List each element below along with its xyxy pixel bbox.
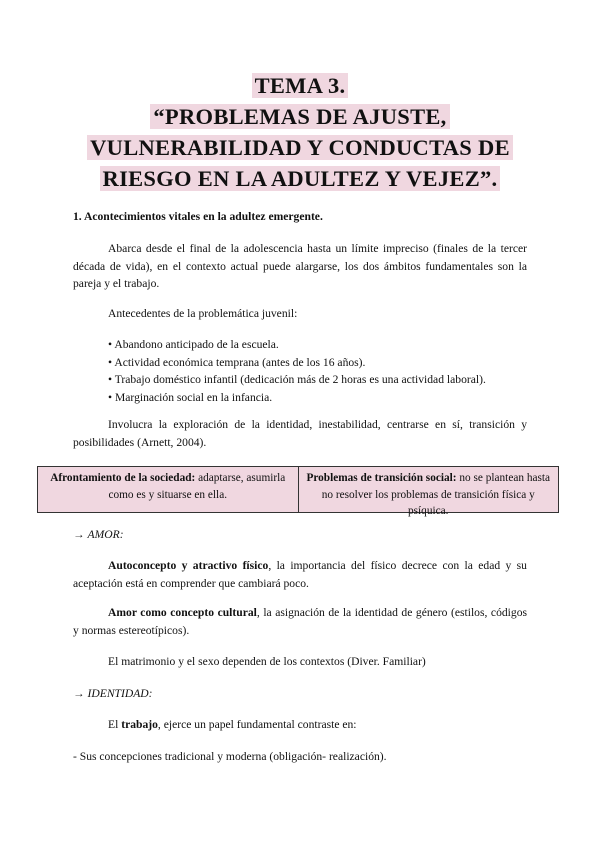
- antecedentes-label: Antecedentes de la problemática juvenil:: [108, 307, 298, 320]
- paragraph-matrimonio: El matrimonio y el sexo dependen de los contextos (Diver. Familiar): [108, 655, 426, 668]
- table-cell-problemas: Problemas de transición social: no se plantean hasta no resolver los problemas de transición física y psíquica.: [298, 467, 559, 512]
- title-line-3: VULNERABILIDAD Y CONDUCTAS DE: [0, 132, 600, 163]
- list-item: • Marginación social en la infancia.: [108, 390, 273, 404]
- arrow-icon: →: [73, 687, 88, 700]
- comparison-table: [37, 466, 559, 517]
- amor-heading: → AMOR:: [73, 528, 124, 541]
- antecedentes-list: [73, 336, 562, 406]
- identidad-heading: → IDENTIDAD:: [73, 687, 153, 700]
- list-item: • Actividad económica temprana (antes de los 16 años).: [108, 355, 366, 369]
- paragraph-concepciones: - Sus concepciones tradicional y moderna (obligación- realización).: [73, 750, 387, 763]
- title-line-2: “PROBLEMAS DE AJUSTE,: [0, 101, 600, 132]
- title-line-4: RIESGO EN LA ADULTEZ Y VEJEZ”.: [0, 163, 600, 194]
- paragraph-amor-cultural: Amor como concepto cultural, la asignación de la identidad de género (estilos, códigos y normas estereotípicos).: [73, 606, 527, 637]
- section-heading: 1. Acontecimientos vitales en la adultez emergente.: [73, 210, 323, 223]
- arrow-icon: →: [73, 528, 88, 541]
- paragraph-autoconcepto: Autoconcepto y atractivo físico, la importancia del físico decrece con la edad y su aceptación está en comprender que cambiará poco.: [73, 559, 527, 590]
- paragraph-abarca: Abarca desde el final de la adolescencia hasta un límite impreciso (finales de la tercer década de vida), en el contexto actual puede alargarse, los dos ámbitos fundamentales son la pareja y el trabajo.: [73, 242, 527, 290]
- table-cell-afrontamiento: Afrontamiento de la sociedad: adaptarse, asumirla como es y situarse en ella.: [50, 472, 286, 501]
- paragraph-involucra: Involucra la exploración de la identidad, inestabilidad, centrarse en sí, transición y posibilidades (Arnett, 2004).: [73, 418, 527, 449]
- page-title: [0, 70, 600, 194]
- list-item: • Trabajo doméstico infantil (dedicación más de 2 horas es una actividad laboral).: [108, 373, 486, 386]
- list-item: • Abandono anticipado de la escuela.: [108, 338, 279, 351]
- paragraph-trabajo: El trabajo, ejerce un papel fundamental contraste en:: [108, 718, 357, 731]
- title-line-1: TEMA 3.: [0, 70, 600, 101]
